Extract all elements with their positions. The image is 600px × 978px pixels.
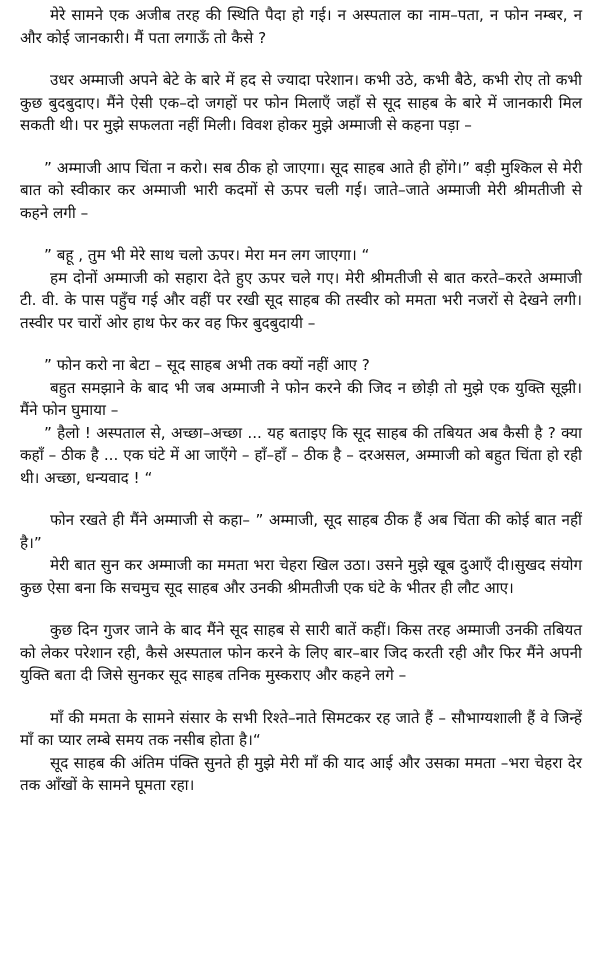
paragraph-told-ammaji: फोन रखते ही मैंने अम्माजी से कहा– ” अम्माजी, सूद साहब ठीक हैं अब चिंता की कोई बात नहीं है।” [20,511,582,552]
paragraph-reassurance: ” अम्माजी आप चिंता न करो। सब ठीक हो जाएगा। सूद साहब आते ही होंगे।” बड़ी मुश्किल से मेरी बात को स्वीकार कर अम्माजी भारी कदमों से ऊपर चली गई। जाते–जाते अम्माजी मेरी श्रीमतीजी से कहने लगी – [20,158,582,222]
paragraph-hospital-unknown: मेरे सामने एक अजीब तरह की स्थिति पैदा हो गई। न अस्पताल का नाम–पता, न फोन नम्बर, न और कोई जानकारी। मैं पता लगाऊँ तो कैसे ? [20,6,582,47]
paragraph-telling-sood: कुछ दिन गुजर जाने के बाद मैंने सूद साहब से सारी बातें कहीं। किस तरह अम्माजी उनकी तबियत को लेकर परेशान रही, कैसे अस्पताल फोन करने के लिए बार–बार जिद करती रही और फिर मैंने अपनी युक्ति बता दी जिसे सुनकर सूद साहब तनिक मुस्कराए और कहने लगे – [20,621,582,684]
paragraph-mother-love: माँ की ममता के सामने संसार के सभी रिश्ते–नाते सिमटकर रह जाते हैं – सौभाग्यशाली हैं वे जिन्हें माँ का प्यार लम्बे समय तक नसीब होता है।“ [20,708,582,749]
paragraph-bahu-request: ” बहू , तुम भी मेरे साथ चलो ऊपर। मेरा मन लग जाएगा। “ [44,246,370,264]
paragraph-ammaji-worried: उधर अम्माजी अपने बेटे के बारे में हद से ज्यादा परेशान। कभी उठे, कभी बैठे, कभी रोए तो कभी कुछ बुदबुदाए। मैंने ऐसी एक–दो जगहों पर फोन मिलाएँ जहाँ से सूद साहब के बारे में जानकारी मिल सकती थी। पर मुझे सफलता नहीं मिली। विवश होकर मुझे अम्माजी से कहना पड़ा – [20,71,582,134]
paragraph-return: मेरी बात सुन कर अम्माजी का ममता भरा चेहरा खिल उठा। उसने मुझे खूब दुआएँ दी।सुखद संयोग कुछ ऐसा बना कि सचमुच सूद साहब और उनकी श्रीमतीजी एक घंटे के भीतर ही लौट आए। [20,556,582,597]
paragraph-memory: सूद साहब की अंतिम पंक्ति सुनते ही मुझे मेरी माँ की याद आई और उसका ममता –भरा चेहरा देर तक आँखों के सामने घूमता रहा। [20,753,582,794]
paragraph-photo-scene: हम दोनों अम्माजी को सहारा देते हुए ऊपर चले गए। मेरी श्रीमतीजी से बात करते–करते अम्माजी टी. वी. के पास पहुँच गई और वहीं पर रखी सूद साहब की तस्वीर को ममता भरी नजरों से देखने लगी। तस्वीर पर चारों ओर हाथ फेर कर वह फिर बुदबुदायी – [20,268,582,332]
paragraph-idea: बहुत समझाने के बाद भी जब अम्माजी ने फोन करने की जिद न छोड़ी तो मुझे एक युक्ति सूझी। मैंने फोन घुमाया – [20,378,582,419]
paragraph-call-request: ” फोन करो ना बेटा – सूद साहब अभी तक क्यों नहीं आए ? [44,356,370,374]
paragraph-fake-call: ” हैलो ! अस्पताल से, अच्छा–अच्छा ... यह बताइए कि सूद साहब की तबियत अब कैसी है ? क्या कहाँ – ठीक है ... एक घंटे में आ जाएँगे – हाँ–हाँ – ठीक है – दरअसल, अम्माजी को बहुत चिंता हो रही थी। अच्छा, धन्यवाद ! “ [20,423,582,487]
